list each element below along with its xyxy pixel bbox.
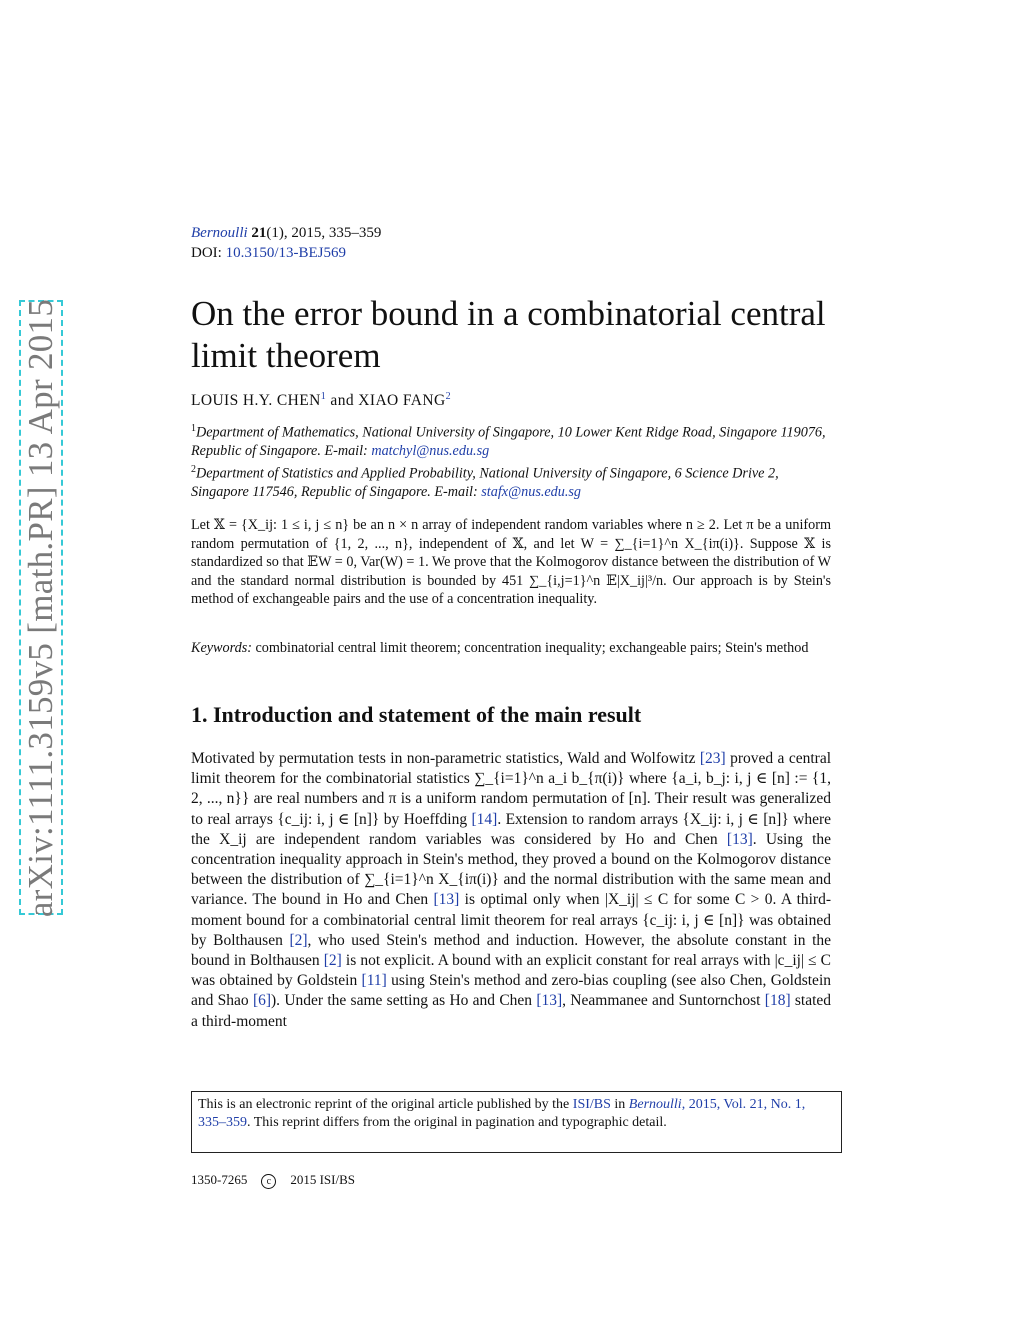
arxiv-side-stamp bbox=[19, 300, 63, 915]
copyright-icon: c bbox=[261, 1174, 276, 1189]
journal-header bbox=[191, 223, 381, 263]
citation-link[interactable]: [18] bbox=[764, 992, 791, 1010]
copyright-text: 2015 ISI/BS bbox=[290, 1172, 355, 1187]
doi-link[interactable]: 10.3150/13-BEJ569 bbox=[225, 245, 346, 261]
doi-label: DOI: bbox=[191, 245, 222, 261]
paper-title: On the error bound in a combinatorial central limit theorem bbox=[191, 294, 826, 375]
journal-volume: 21 bbox=[251, 225, 267, 241]
body-text: , who used Stein's method and induction. However, the absolute constant in the bound in Bolthausen bbox=[191, 931, 831, 970]
affiliation-text: Department of Mathematics, National University of Singapore, 10 Lower Kent Ridge Road, Singapore 119076, Republic of Singapore. E-mail: bbox=[191, 424, 826, 460]
affiliation-2 bbox=[191, 461, 831, 502]
body-paragraph bbox=[191, 749, 831, 1032]
isi-bs-link[interactable]: ISI/BS bbox=[572, 1097, 611, 1112]
section-heading: 1. Introduction and statement of the main result bbox=[191, 702, 642, 727]
body-text: Motivated by permutation tests in non-parametric statistics, Wald and Wolfowitz bbox=[191, 750, 696, 767]
affiliation-number: 2 bbox=[191, 463, 196, 475]
body-text: proved a central limit theorem for the combinatorial statistics ∑_{i=1}^n a_i b_{π(i)} where {a_i, b_j: i, j ∈ [n] := {1, 2, ..., n}} are real numbers and π is a uniform random permutation of [n]. Their result was generalized to real arrays {c_ij: i, j ∈ [n]} by Hoeffding bbox=[191, 750, 831, 828]
citation-link[interactable]: [13] bbox=[726, 830, 753, 848]
body-text: using Stein's method and zero-bias coupling (see also Chen, Goldstein and Shao bbox=[191, 972, 831, 1010]
citation-link[interactable]: [23] bbox=[699, 750, 726, 767]
author-name: LOUIS H.Y. CHEN bbox=[191, 392, 321, 410]
citation-link[interactable]: [13] bbox=[536, 992, 563, 1010]
affiliation-text: Department of Statistics and Applied Probability, National University of Singapore, 6 Science Drive 2, Singapore 117546, Republic of Singapore. E-mail: bbox=[191, 465, 779, 500]
body-text: is optimal only when |X_ij| ≤ C for some C > 0. A third-moment bound for a combinatorial central limit theorem for real arrays {c_ij: i, j ∈ [n]} was obtained by Bolthausen bbox=[191, 891, 832, 949]
email-link[interactable]: stafx@nus.edu.sg bbox=[481, 483, 582, 500]
copyright-line bbox=[191, 1172, 355, 1189]
body-text: . Extension to random arrays {X_ij: i, j ∈ [n]} where the X_ij are independent random variables was considered by Ho and Chen bbox=[191, 810, 832, 848]
reprint-text: This is an electronic reprint of the original article published by the bbox=[198, 1097, 570, 1112]
body-text: stated a third-moment bbox=[191, 992, 832, 1030]
keywords bbox=[191, 639, 831, 658]
affiliation-marker[interactable]: 1 bbox=[320, 391, 327, 402]
journal-link[interactable]: Bernoulli bbox=[191, 225, 248, 241]
journal-link[interactable]: Bernoulli bbox=[628, 1097, 682, 1112]
reprint-notice bbox=[191, 1091, 842, 1153]
article-citation-link[interactable]: , 2015, Vol. 21, No. 1, 335–359 bbox=[198, 1097, 806, 1131]
author-conjunction: and bbox=[330, 392, 355, 410]
doi-line bbox=[191, 243, 381, 263]
body-text: , Neammanee and Suntornchost bbox=[562, 992, 761, 1010]
affiliation-marker[interactable]: 2 bbox=[445, 391, 451, 402]
affiliation-1 bbox=[191, 420, 831, 461]
arxiv-identifier: arXiv:1111.3159v5 [math.PR] 13 Apr 2015 bbox=[21, 298, 60, 917]
journal-issue-pages: (1), 2015, 335–359 bbox=[266, 225, 382, 241]
citation-link[interactable]: [6] bbox=[252, 992, 272, 1010]
body-text: is not explicit. A bound with an explicit constant for real arrays with |c_ij| ≤ C was obtained by Goldstein bbox=[191, 952, 832, 990]
keywords-label: Keywords: bbox=[191, 640, 252, 656]
body-text: ). Under the same setting as Ho and Chen bbox=[271, 992, 533, 1010]
author-name: XIAO FANG bbox=[358, 392, 446, 410]
author-list bbox=[191, 391, 451, 410]
citation-link[interactable]: [14] bbox=[471, 810, 498, 828]
citation-link[interactable]: [11] bbox=[361, 972, 387, 990]
citation-link[interactable]: [13] bbox=[433, 891, 460, 909]
keywords-text: combinatorial central limit theorem; concentration inequality; exchangeable pairs; Stein's method bbox=[255, 640, 809, 656]
affiliation-number: 1 bbox=[191, 423, 196, 434]
issn: 1350-7265 bbox=[191, 1172, 248, 1187]
email-link[interactable]: matchyl@nus.edu.sg bbox=[371, 443, 490, 460]
reprint-text: in bbox=[614, 1097, 626, 1112]
abstract: Let 𝕏 = {X_ij: 1 ≤ i, j ≤ n} be an n × n array of independent random variables where n ≥ 2. Let π be a uniform random permutation of {1, 2, ..., n}, independent of 𝕏, and let W = ∑_{i=1}^n X_{iπ(i)}. Suppose 𝕏 is standardized so that 𝔼W = 0, Var(W) = 1. We prove that the Kolmogorov distance between the distribution of W and the standard normal distribution is bounded by 451 ∑_{i,j=1}^n 𝔼|X_ij|³/n. Our approach is by Stein's method of exchangeable pairs and the use of a concentration inequality. bbox=[191, 517, 831, 608]
body-text: . Using the concentration inequality approach in Stein's method, they proved a bound on the Kolmogorov distance between the distribution of ∑_{i=1}^n X_{iπ(i)} and the normal distribution with the same mean and variance. The bound in Ho and Chen bbox=[191, 830, 832, 909]
citation-link[interactable]: [2] bbox=[289, 931, 308, 949]
journal-citation bbox=[191, 223, 381, 243]
reprint-text: . This reprint differs from the original in pagination and typographic detail. bbox=[247, 1115, 667, 1131]
affiliations bbox=[191, 420, 831, 501]
citation-link[interactable]: [2] bbox=[323, 952, 342, 970]
